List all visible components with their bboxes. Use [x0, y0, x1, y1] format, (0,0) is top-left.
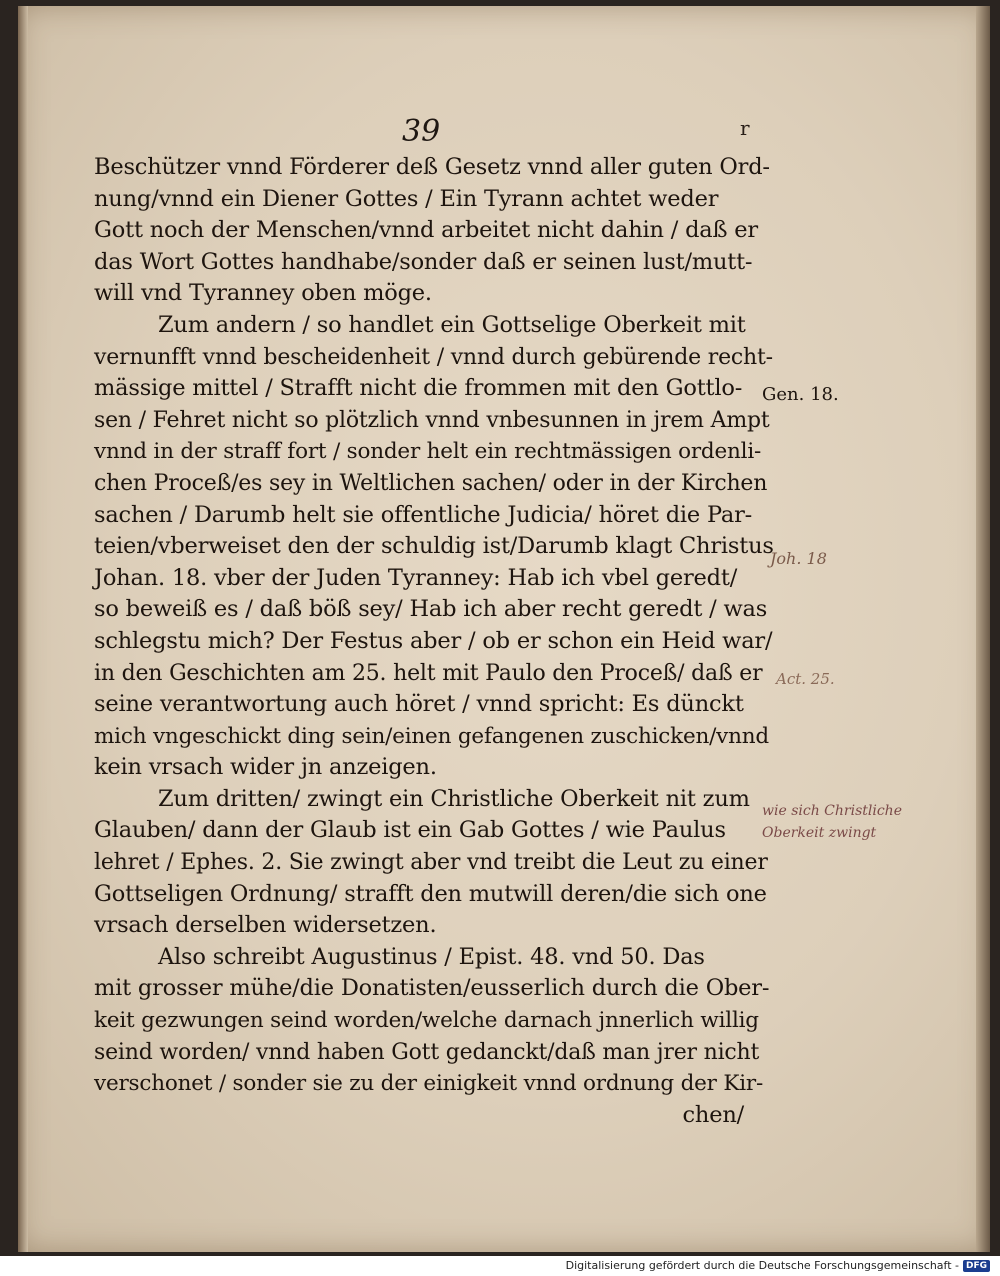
text-line: Beschützer vnnd Förderer deß Gesetz vnnd aller guten Ord- — [94, 154, 770, 180]
page-number: 39 — [402, 114, 441, 149]
text-line: schlegstu mich? Der Festus aber / ob er schon ein Heid war/ — [94, 627, 773, 654]
margin-note-handwritten: Act. 25. — [776, 670, 835, 688]
text-line: sen / Fehret nicht so plötzlich vnnd vnbesunnen in jrem Ampt — [94, 407, 770, 433]
text-line: Gott noch der Menschen/vnnd arbeitet nicht dahin / daß er — [94, 217, 758, 244]
body-text — [94, 152, 774, 1131]
page-right-edge — [976, 6, 990, 1252]
text-line: das Wort Gottes handhabe/sonder daß er seinen lust/mutt- — [94, 248, 753, 275]
text-line: vrsach derselben widersetzen. — [94, 912, 437, 939]
text-line: sachen / Darumb helt sie offentliche Judicia/ höret die Par- — [94, 501, 753, 528]
text-line: mässige mittel / Strafft nicht die frommen mit den Gottlo- — [94, 375, 743, 402]
text-line: Zum andern / so handlet ein Gottselige Oberkeit mit — [158, 311, 746, 338]
text-line: Also schreibt Augustinus / Epist. 48. vnd 50. Das — [158, 943, 705, 970]
margin-note-handwritten: Joh. 18 — [770, 549, 827, 568]
text-line: Johan. 18. vber der Juden Tyranney: Hab ich vbel geredt/ — [94, 564, 738, 591]
text-line: chen Proceß/es sey in Weltlichen sachen/ oder in der Kirchen — [94, 470, 768, 496]
text-line: Gottseligen Ordnung/ strafft den mutwill deren/die sich one — [94, 880, 767, 907]
margin-note-handwritten-block — [762, 800, 902, 844]
text-line: seind worden/ vnnd haben Gott gedanckt/daß man jrer nicht — [94, 1039, 760, 1065]
footer-credit — [566, 1259, 990, 1272]
footer-text: Digitalisierung gefördert durch die Deutsche Forschungsgemeinschaft - — [565, 1259, 959, 1272]
text-line-catchword: chen/ — [682, 1101, 744, 1128]
text-line: in den Geschichten am 25. helt mit Paulo den Proceß/ daß er — [94, 660, 763, 686]
text-line: vernunfft vnnd bescheidenheit / vnnd durch gebürende recht- — [94, 344, 773, 370]
margin-note-handwritten: Oberkeit zwingt — [762, 825, 877, 841]
text-line: Glauben/ dann der Glaub ist ein Gab Gottes / wie Paulus — [94, 817, 726, 844]
text-line: mich vngeschickt ding sein/einen gefangenen zuschicken/vnnd — [94, 723, 769, 749]
text-line: Zum dritten/ zwingt ein Christliche Oberkeit nit zum — [158, 785, 750, 812]
text-line: verschonet / sonder sie zu der einigkeit vnnd ordnung der Kir- — [94, 1071, 764, 1097]
text-line: will vnd Tyranney oben möge. — [94, 280, 432, 307]
text-line: vnnd in der straff fort / sonder helt ein rechtmässigen ordenli- — [94, 439, 762, 465]
margin-reference-printed: Gen. 18. — [762, 384, 839, 405]
text-line: kein vrsach wider jn anzeigen. — [94, 754, 437, 781]
margin-note-handwritten: wie sich Christliche — [762, 803, 902, 819]
page-corner-mark: r — [740, 116, 750, 140]
dfg-logo: DFG — [963, 1260, 990, 1272]
text-line: so beweiß es / daß böß sey/ Hab ich aber recht geredt / was — [94, 596, 768, 623]
text-line: teien/vberweiset den der schuldig ist/Darumb klagt Christus — [94, 533, 774, 560]
text-line: mit grosser mühe/die Donatisten/eusserlich durch die Ober- — [94, 975, 770, 1002]
text-line: keit gezwungen seind worden/welche darnach jnnerlich willig — [94, 1008, 759, 1034]
page-left-edge — [18, 6, 28, 1252]
text-line: lehret / Ephes. 2. Sie zwingt aber vnd treibt die Leut zu einer — [94, 850, 768, 876]
text-line: seine verantwortung auch höret / vnnd spricht: Es dünckt — [94, 691, 744, 718]
text-line: nung/vnnd ein Diener Gottes / Ein Tyrann achtet weder — [94, 185, 719, 212]
